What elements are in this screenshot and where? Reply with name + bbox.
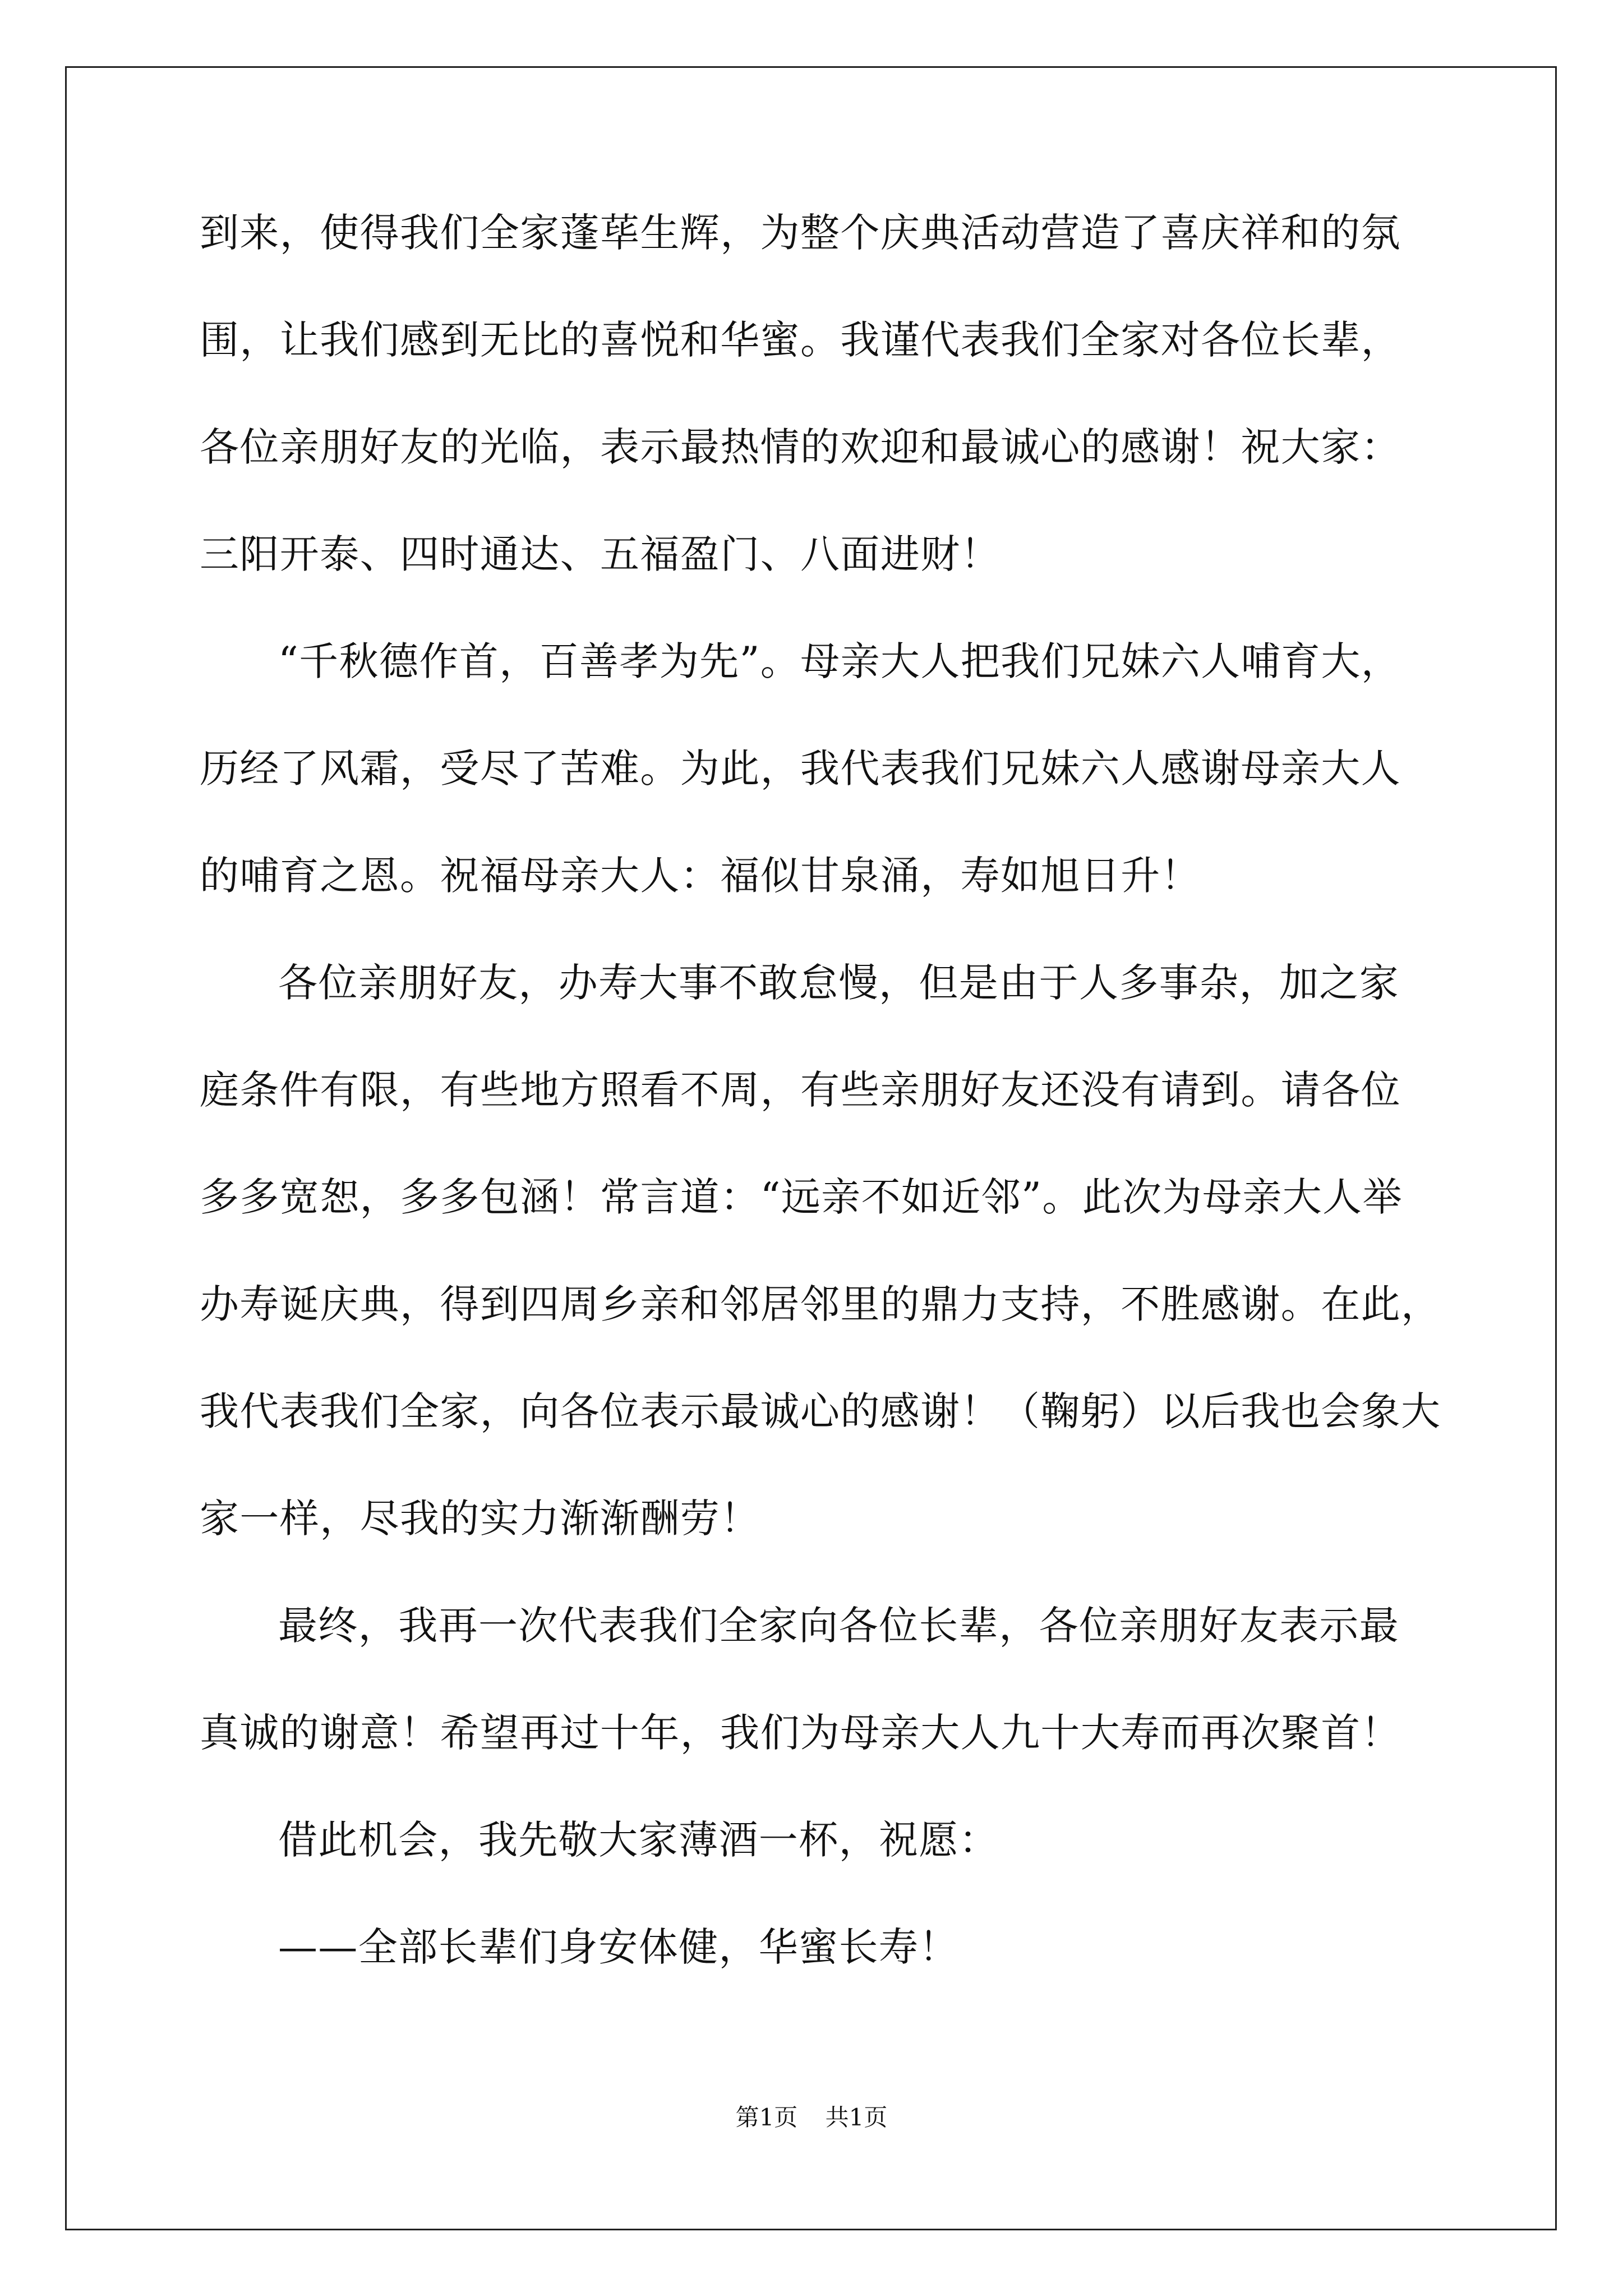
text-line: 三阳开泰、四时通达、五福盈门、八面进财！ [200,531,1000,577]
text-line: 历经了风霜，受尽了苦难。为此，我代表我们兄妹六人感谢母亲大人 [200,746,1401,792]
text-line: 到来，使得我们全家蓬荜生辉，为整个庆典活动营造了喜庆祥和的氛 [200,210,1401,256]
paragraph-start-line: 最终，我再一次代表我们全家向各位长辈，各位亲朋好友表示最 [278,1603,1400,1649]
paragraph-start-line: ——全部长辈们身安体健，华蜜长寿！ [278,1924,959,1970]
page-number-total: 共1页 [825,2104,888,2131]
text-line: 庭条件有限，有些地方照看不周，有些亲朋好友还没有请到。请各位 [200,1067,1401,1113]
text-line: 我代表我们全家，向各位表示最诚心的感谢！（鞠躬）以后我也会象大 [200,1388,1441,1434]
text-line: 的哺育之恩。祝福母亲大人：福似甘泉涌，寿如旭日升！ [200,853,1201,899]
text-line: 各位亲朋好友的光临，表示最热情的欢迎和最诚心的感谢！祝大家： [200,424,1401,470]
paragraph-start-line: “千秋德作首，百善孝为先”。母亲大人把我们兄妹六人哺育大， [278,638,1401,684]
text-line: 办寿诞庆典，得到四周乡亲和邻居邻里的鼎力支持，不胜感谢。在此， [200,1281,1441,1327]
text-line: 多多宽恕，多多包涵！常言道：“远亲不如近邻”。此次为母亲大人举 [200,1174,1403,1220]
paragraph-start-line: 各位亲朋好友，办寿大事不敢怠慢，但是由于人多事杂，加之家 [278,960,1400,1006]
page-number-current: 第1页 [735,2104,798,2131]
text-line: 围，让我们感到无比的喜悦和华蜜。我谨代表我们全家对各位长辈， [200,317,1401,363]
text-line: 真诚的谢意！希望再过十年，我们为母亲大人九十大寿而再次聚首！ [200,1710,1401,1756]
text-line: 家一样，尽我的实力渐渐酬劳！ [200,1496,760,1542]
page-footer [0,2099,1623,2133]
paragraph-start-line: 借此机会，我先敬大家薄酒一杯，祝愿： [278,1817,999,1863]
document-body [200,210,1441,2035]
